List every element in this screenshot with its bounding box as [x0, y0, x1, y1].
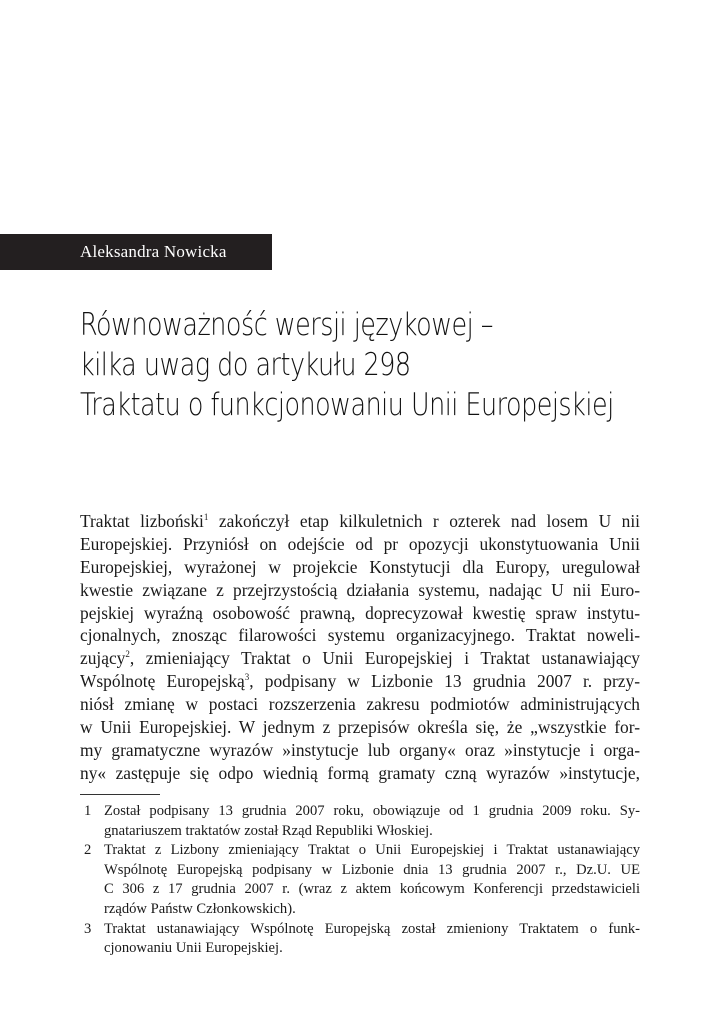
author-name: Aleksandra Nowicka: [80, 242, 227, 261]
footnote-line: C 306 z 17 grudnia 2007 r. (wraz z aktem końcowym Konferencji przedstawicieli: [104, 881, 640, 898]
body-line: [80, 533, 640, 556]
article-title: [80, 305, 614, 425]
footnote-line: Traktat ustanawiający Wspólnotę Europejską został zmieniony Traktatem o funk-: [104, 920, 640, 937]
footnotes: [80, 802, 640, 959]
body-line: [80, 716, 640, 739]
body-text-segment: kwestie związane z przejrzystością działania systemu, nadając U nii Euro-: [80, 579, 640, 600]
body-text-segment: ny« zastępuje się odpo wiednią formą gramaty czną wyrazów »instytucje,: [80, 762, 640, 783]
body-line: [80, 647, 640, 670]
title-line: Traktatu o funkcjonowaniu Unii Europejskiej: [80, 387, 614, 423]
body-text-segment: zakończył etap kilkuletnich r ozterek nad losem U nii: [208, 511, 640, 531]
footnote-line: gnatariuszem traktatów został Rząd Republiki Włoskiej.: [104, 822, 433, 839]
body-text-segment: zujący: [80, 648, 126, 669]
footnote-number: 1: [84, 803, 92, 819]
footnote: [80, 841, 640, 919]
body-line: [80, 670, 640, 693]
body-line: [80, 556, 640, 579]
footnote-line: cjonowaniu Unii Europejskiej.: [104, 940, 283, 957]
body-text-segment: cjonalnych, znosząc filarowości systemu organizacyjnego. Traktat noweli-: [80, 625, 640, 646]
body-line: [80, 693, 640, 716]
body-line: [80, 510, 640, 533]
body-text-segment: , podpisany w Lizbonie 13 grudnia 2007 r. przy-: [249, 671, 640, 692]
body-text-segment: Traktat lizboński: [80, 511, 204, 531]
body-line: [80, 762, 640, 785]
body-line: [80, 739, 640, 762]
footnote-line: Wspólnotę Europejską podpisany w Lizbonie dnia 13 grudnia 2007 r., Dz.U. UE: [104, 861, 640, 878]
footnote-reference: 2: [125, 649, 130, 660]
title-line: Równoważność wersji językowej –: [80, 307, 494, 343]
body-text-segment: , zmieniający Traktat o Unii Europejskiej i Traktat ustanawiający: [129, 648, 640, 669]
footnote-reference: 3: [244, 672, 250, 683]
body-paragraph: [80, 510, 640, 785]
body-text-segment: my gramatyczne wyrazów »instytucje lub organy« oraz »instytucje i orga-: [80, 739, 640, 760]
body-text-segment: niósł zmianę w postaci rozszerzenia zakresu podmiotów administrujących: [80, 694, 640, 715]
body-line: [80, 624, 640, 647]
body-line: [80, 579, 640, 602]
footnote-reference: 1: [203, 512, 209, 522]
footnote-line: rządów Państw Członkowskich).: [104, 900, 296, 917]
footnote: [80, 920, 640, 959]
body-text-segment: Europejskiej, wyrażonej w projekcie Konstytucji dla Europy, uregulował: [80, 556, 640, 577]
title-line: kilka uwag do artykułu 298: [80, 347, 411, 383]
footnote-line: Został podpisany 13 grudnia 2007 roku, obowiązuje od 1 grudnia 2009 roku. Sy-: [104, 803, 640, 819]
body-text-segment: Europejskiej. Przyniósł on odejście od pr opozycji ukonstytuowania Unii: [80, 533, 640, 554]
body-text-segment: pejskiej wyraźną osobowość prawną, doprecyzował kwestię spraw instytu-: [80, 602, 640, 623]
footnote-number: 3: [84, 920, 92, 937]
author-banner: [0, 234, 272, 270]
body-line: [80, 602, 640, 625]
body-text-segment: w Unii Europejskiej. W jednym z przepisów określa się, że „wszystkie for-: [80, 717, 640, 738]
footnote-separator: [80, 794, 160, 795]
body-text-segment: Wspólnotę Europejską: [80, 671, 245, 692]
footnote-line: Traktat z Lizbony zmieniający Traktat o Unii Europejskiej i Traktat ustanawiający: [104, 842, 640, 859]
footnote: [80, 802, 640, 841]
footnote-number: 2: [84, 842, 92, 859]
